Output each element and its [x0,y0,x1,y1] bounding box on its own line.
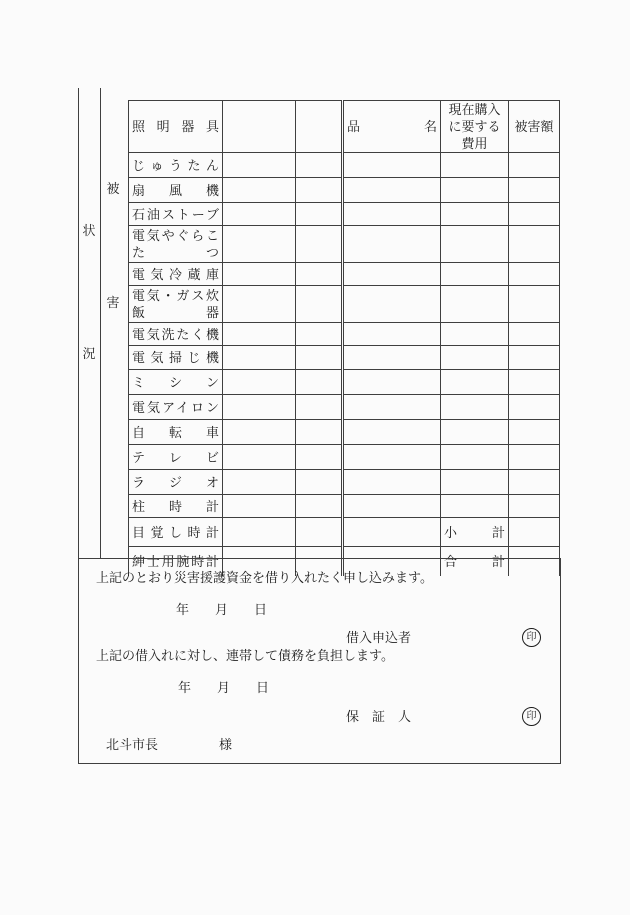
item-cell: 扇風機 [129,178,223,203]
item-cell: 電気やぐらこたつ [129,226,223,263]
apply-sentence: 上記のとおり災害援護資金を借り入れたく申し込みます。 [96,570,433,585]
table-row [129,445,560,470]
empty-cell [509,153,560,178]
empty-cell [223,226,296,263]
table-row [129,370,560,395]
item-cell: ラジオ [129,470,223,495]
addressee: 北斗市長 [106,737,159,752]
empty-cell [296,470,343,495]
empty-cell [343,518,441,547]
subtotal-label: 小計 [441,518,509,547]
empty-cell [296,263,343,286]
empty-cell [441,178,509,203]
empty-cell [509,370,560,395]
application-section [78,558,561,764]
applicant-label: 借入申込者 [346,630,412,645]
item-cell: 目覚し時計 [129,518,223,547]
empty-cell [509,420,560,445]
empty-cell [296,370,343,395]
empty-cell [441,470,509,495]
empty-cell [509,395,560,420]
table-row [129,178,560,203]
left-column-rule-outer [78,88,79,558]
empty-cell [223,101,296,153]
applicant-seal-icon: 印 [522,628,541,647]
empty-cell [223,495,296,518]
empty-cell [509,226,560,263]
empty-cell [441,370,509,395]
empty-cell [223,153,296,178]
empty-cell [223,370,296,395]
empty-cell [441,420,509,445]
subtotal-value-cell [509,518,560,547]
empty-cell [509,346,560,370]
guarantee-sentence: 上記の借入れに対し、連帯して債務を負担します。 [96,648,394,663]
empty-cell [223,445,296,470]
empty-cell [441,445,509,470]
item-cell: 電気アイロン [129,395,223,420]
empty-cell [343,178,441,203]
total-label: 合計 [441,547,509,576]
empty-cell [343,153,441,178]
empty-cell [223,518,296,547]
empty-cell [343,226,441,263]
empty-cell [441,263,509,286]
table-row [129,153,560,178]
item-cell: 照明器具 [129,101,223,153]
table-row [129,263,560,286]
empty-cell [343,420,441,445]
section-label-gai: 害 [106,295,120,310]
empty-cell [296,101,343,153]
empty-cell [343,445,441,470]
item-cell: 自転車 [129,420,223,445]
column-header-item-name: 品名 [343,101,441,153]
empty-cell [343,263,441,286]
table-row [129,323,560,346]
empty-cell [509,203,560,226]
empty-cell [296,395,343,420]
empty-cell [343,370,441,395]
empty-cell [296,495,343,518]
guarantor-label: 保 証 人 [346,709,412,724]
empty-cell [441,495,509,518]
empty-cell [296,518,343,547]
item-cell: じゅうたん [129,153,223,178]
empty-cell [441,286,509,323]
empty-cell [223,286,296,323]
empty-cell [296,178,343,203]
item-cell: 電気洗たく機 [129,323,223,346]
damage-items-table [128,100,560,576]
empty-cell [223,420,296,445]
item-cell: 石油ストーブ [129,203,223,226]
empty-cell [296,323,343,346]
empty-cell [223,470,296,495]
table-row [129,286,560,323]
guarantor-seal-icon: 印 [522,707,541,726]
empty-cell [223,323,296,346]
empty-cell [343,323,441,346]
empty-cell [441,346,509,370]
item-cell: 電気掃じ機 [129,346,223,370]
section-label-hi: 被 [106,181,120,196]
empty-cell [509,470,560,495]
empty-cell [441,395,509,420]
empty-cell [343,286,441,323]
column-header-damage: 被害額 [509,101,560,153]
empty-cell [223,395,296,420]
left-column-rule-inner [100,88,101,558]
table-row [129,203,560,226]
empty-cell [343,346,441,370]
item-cell: 柱時計 [129,495,223,518]
empty-cell [296,226,343,263]
empty-cell [223,178,296,203]
item-cell: 電気・ガス炊飯器 [129,286,223,323]
empty-cell [296,420,343,445]
empty-cell [343,470,441,495]
empty-cell [509,323,560,346]
empty-cell [296,203,343,226]
table-row [129,101,560,153]
table-row [129,395,560,420]
empty-cell [223,263,296,286]
empty-cell [343,203,441,226]
empty-cell [296,346,343,370]
empty-cell [296,286,343,323]
addressee-honorific: 様 [219,737,233,752]
guarantee-date-line: 年 月 日 [178,680,270,695]
empty-cell [441,203,509,226]
empty-cell [223,203,296,226]
empty-cell [343,495,441,518]
empty-cell [509,495,560,518]
table-row [129,470,560,495]
item-cell: 紳士用腕時計 [129,547,223,576]
empty-cell [296,153,343,178]
empty-cell [509,286,560,323]
empty-cell [441,226,509,263]
table-row [129,346,560,370]
table-row [129,226,560,263]
empty-cell [509,178,560,203]
item-cell: 電気冷蔵庫 [129,263,223,286]
empty-cell [509,445,560,470]
empty-cell [296,445,343,470]
empty-cell [441,153,509,178]
table-row [129,420,560,445]
section-label-jou: 状 [82,223,96,238]
item-cell: テレビ [129,445,223,470]
empty-cell [343,395,441,420]
table-row [129,518,560,547]
table-row [129,495,560,518]
item-cell: ミシン [129,370,223,395]
column-header-cost: 現在購入に要する費用 [441,101,509,153]
empty-cell [509,263,560,286]
empty-cell [223,346,296,370]
application-date-line: 年 月 日 [176,602,268,617]
empty-cell [441,323,509,346]
section-label-kyou: 況 [82,346,96,361]
